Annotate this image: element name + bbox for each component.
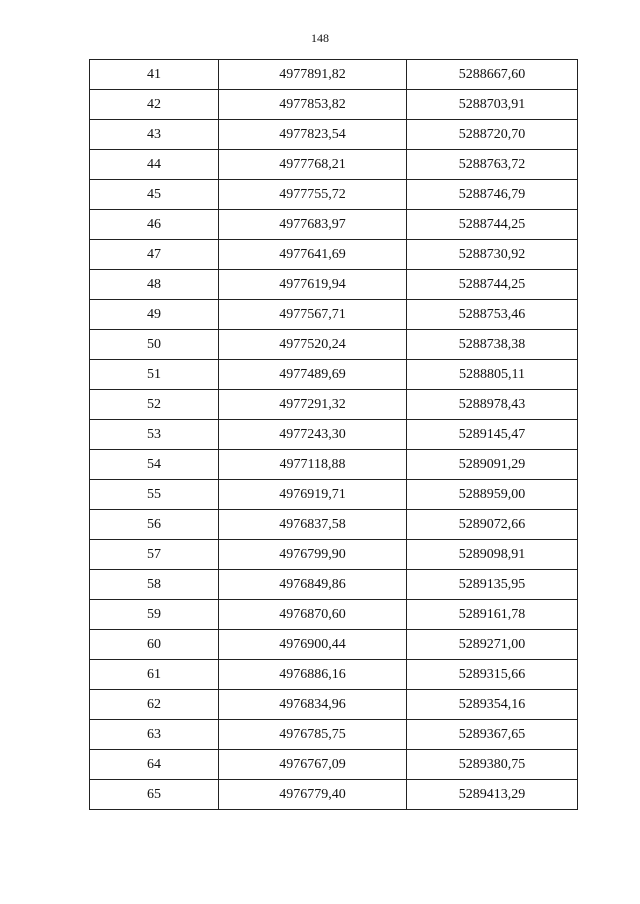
point-number-cell: 42 <box>90 90 219 120</box>
x-coordinate-cell: 4977683,97 <box>219 210 407 240</box>
y-coordinate-cell: 5289413,29 <box>407 780 578 810</box>
y-coordinate-cell: 5288805,11 <box>407 360 578 390</box>
x-coordinate-cell: 4976919,71 <box>219 480 407 510</box>
x-coordinate-cell: 4976779,40 <box>219 780 407 810</box>
point-number-cell: 45 <box>90 180 219 210</box>
table-row <box>90 270 578 300</box>
x-coordinate-cell: 4977823,54 <box>219 120 407 150</box>
table-row <box>90 330 578 360</box>
point-number-cell: 63 <box>90 720 219 750</box>
point-number-cell: 53 <box>90 420 219 450</box>
x-coordinate-cell: 4977891,82 <box>219 60 407 90</box>
y-coordinate-cell: 5289367,65 <box>407 720 578 750</box>
point-number-cell: 44 <box>90 150 219 180</box>
y-coordinate-cell: 5289354,16 <box>407 690 578 720</box>
y-coordinate-cell: 5288720,70 <box>407 120 578 150</box>
y-coordinate-cell: 5288730,92 <box>407 240 578 270</box>
point-number-cell: 49 <box>90 300 219 330</box>
y-coordinate-cell: 5289161,78 <box>407 600 578 630</box>
y-coordinate-cell: 5289271,00 <box>407 630 578 660</box>
y-coordinate-cell: 5288744,25 <box>407 270 578 300</box>
point-number-cell: 55 <box>90 480 219 510</box>
y-coordinate-cell: 5288763,72 <box>407 150 578 180</box>
x-coordinate-cell: 4977768,21 <box>219 150 407 180</box>
y-coordinate-cell: 5289098,91 <box>407 540 578 570</box>
table-row <box>90 570 578 600</box>
x-coordinate-cell: 4977567,71 <box>219 300 407 330</box>
table-row <box>90 300 578 330</box>
x-coordinate-cell: 4977641,69 <box>219 240 407 270</box>
table-row <box>90 240 578 270</box>
x-coordinate-cell: 4977118,88 <box>219 450 407 480</box>
point-number-cell: 51 <box>90 360 219 390</box>
point-number-cell: 47 <box>90 240 219 270</box>
point-number-cell: 65 <box>90 780 219 810</box>
y-coordinate-cell: 5288959,00 <box>407 480 578 510</box>
table-row <box>90 600 578 630</box>
point-number-cell: 62 <box>90 690 219 720</box>
x-coordinate-cell: 4976837,58 <box>219 510 407 540</box>
table-row <box>90 120 578 150</box>
y-coordinate-cell: 5289072,66 <box>407 510 578 540</box>
y-coordinate-cell: 5289135,95 <box>407 570 578 600</box>
x-coordinate-cell: 4976785,75 <box>219 720 407 750</box>
y-coordinate-cell: 5289380,75 <box>407 750 578 780</box>
point-number-cell: 54 <box>90 450 219 480</box>
y-coordinate-cell: 5289145,47 <box>407 420 578 450</box>
x-coordinate-cell: 4977520,24 <box>219 330 407 360</box>
point-number-cell: 43 <box>90 120 219 150</box>
table-row <box>90 390 578 420</box>
x-coordinate-cell: 4977489,69 <box>219 360 407 390</box>
table-row <box>90 90 578 120</box>
x-coordinate-cell: 4976834,96 <box>219 690 407 720</box>
point-number-cell: 50 <box>90 330 219 360</box>
table-row <box>90 360 578 390</box>
point-number-cell: 59 <box>90 600 219 630</box>
point-number-cell: 41 <box>90 60 219 90</box>
y-coordinate-cell: 5289315,66 <box>407 660 578 690</box>
point-number-cell: 60 <box>90 630 219 660</box>
x-coordinate-cell: 4976870,60 <box>219 600 407 630</box>
y-coordinate-cell: 5288753,46 <box>407 300 578 330</box>
point-number-cell: 64 <box>90 750 219 780</box>
y-coordinate-cell: 5288744,25 <box>407 210 578 240</box>
table-row <box>90 750 578 780</box>
table-row <box>90 540 578 570</box>
point-number-cell: 52 <box>90 390 219 420</box>
y-coordinate-cell: 5288746,79 <box>407 180 578 210</box>
x-coordinate-cell: 4976799,90 <box>219 540 407 570</box>
y-coordinate-cell: 5288703,91 <box>407 90 578 120</box>
point-number-cell: 48 <box>90 270 219 300</box>
x-coordinate-cell: 4977853,82 <box>219 90 407 120</box>
x-coordinate-cell: 4977243,30 <box>219 420 407 450</box>
table-row <box>90 660 578 690</box>
table-row <box>90 630 578 660</box>
x-coordinate-cell: 4977291,32 <box>219 390 407 420</box>
table-row <box>90 150 578 180</box>
y-coordinate-cell: 5288978,43 <box>407 390 578 420</box>
table-row <box>90 450 578 480</box>
y-coordinate-cell: 5289091,29 <box>407 450 578 480</box>
coordinates-table <box>89 59 578 810</box>
table-row <box>90 720 578 750</box>
x-coordinate-cell: 4977619,94 <box>219 270 407 300</box>
table-row <box>90 210 578 240</box>
point-number-cell: 56 <box>90 510 219 540</box>
table-row <box>90 690 578 720</box>
y-coordinate-cell: 5288667,60 <box>407 60 578 90</box>
point-number-cell: 46 <box>90 210 219 240</box>
x-coordinate-cell: 4976900,44 <box>219 630 407 660</box>
point-number-cell: 61 <box>90 660 219 690</box>
table-row <box>90 780 578 810</box>
table-row <box>90 60 578 90</box>
point-number-cell: 58 <box>90 570 219 600</box>
x-coordinate-cell: 4976767,09 <box>219 750 407 780</box>
table-row <box>90 180 578 210</box>
table-row <box>90 480 578 510</box>
table-row <box>90 420 578 450</box>
x-coordinate-cell: 4976849,86 <box>219 570 407 600</box>
y-coordinate-cell: 5288738,38 <box>407 330 578 360</box>
point-number-cell: 57 <box>90 540 219 570</box>
page-number: 148 <box>311 31 329 45</box>
table-row <box>90 510 578 540</box>
coordinates-table-body <box>90 60 578 810</box>
x-coordinate-cell: 4977755,72 <box>219 180 407 210</box>
x-coordinate-cell: 4976886,16 <box>219 660 407 690</box>
